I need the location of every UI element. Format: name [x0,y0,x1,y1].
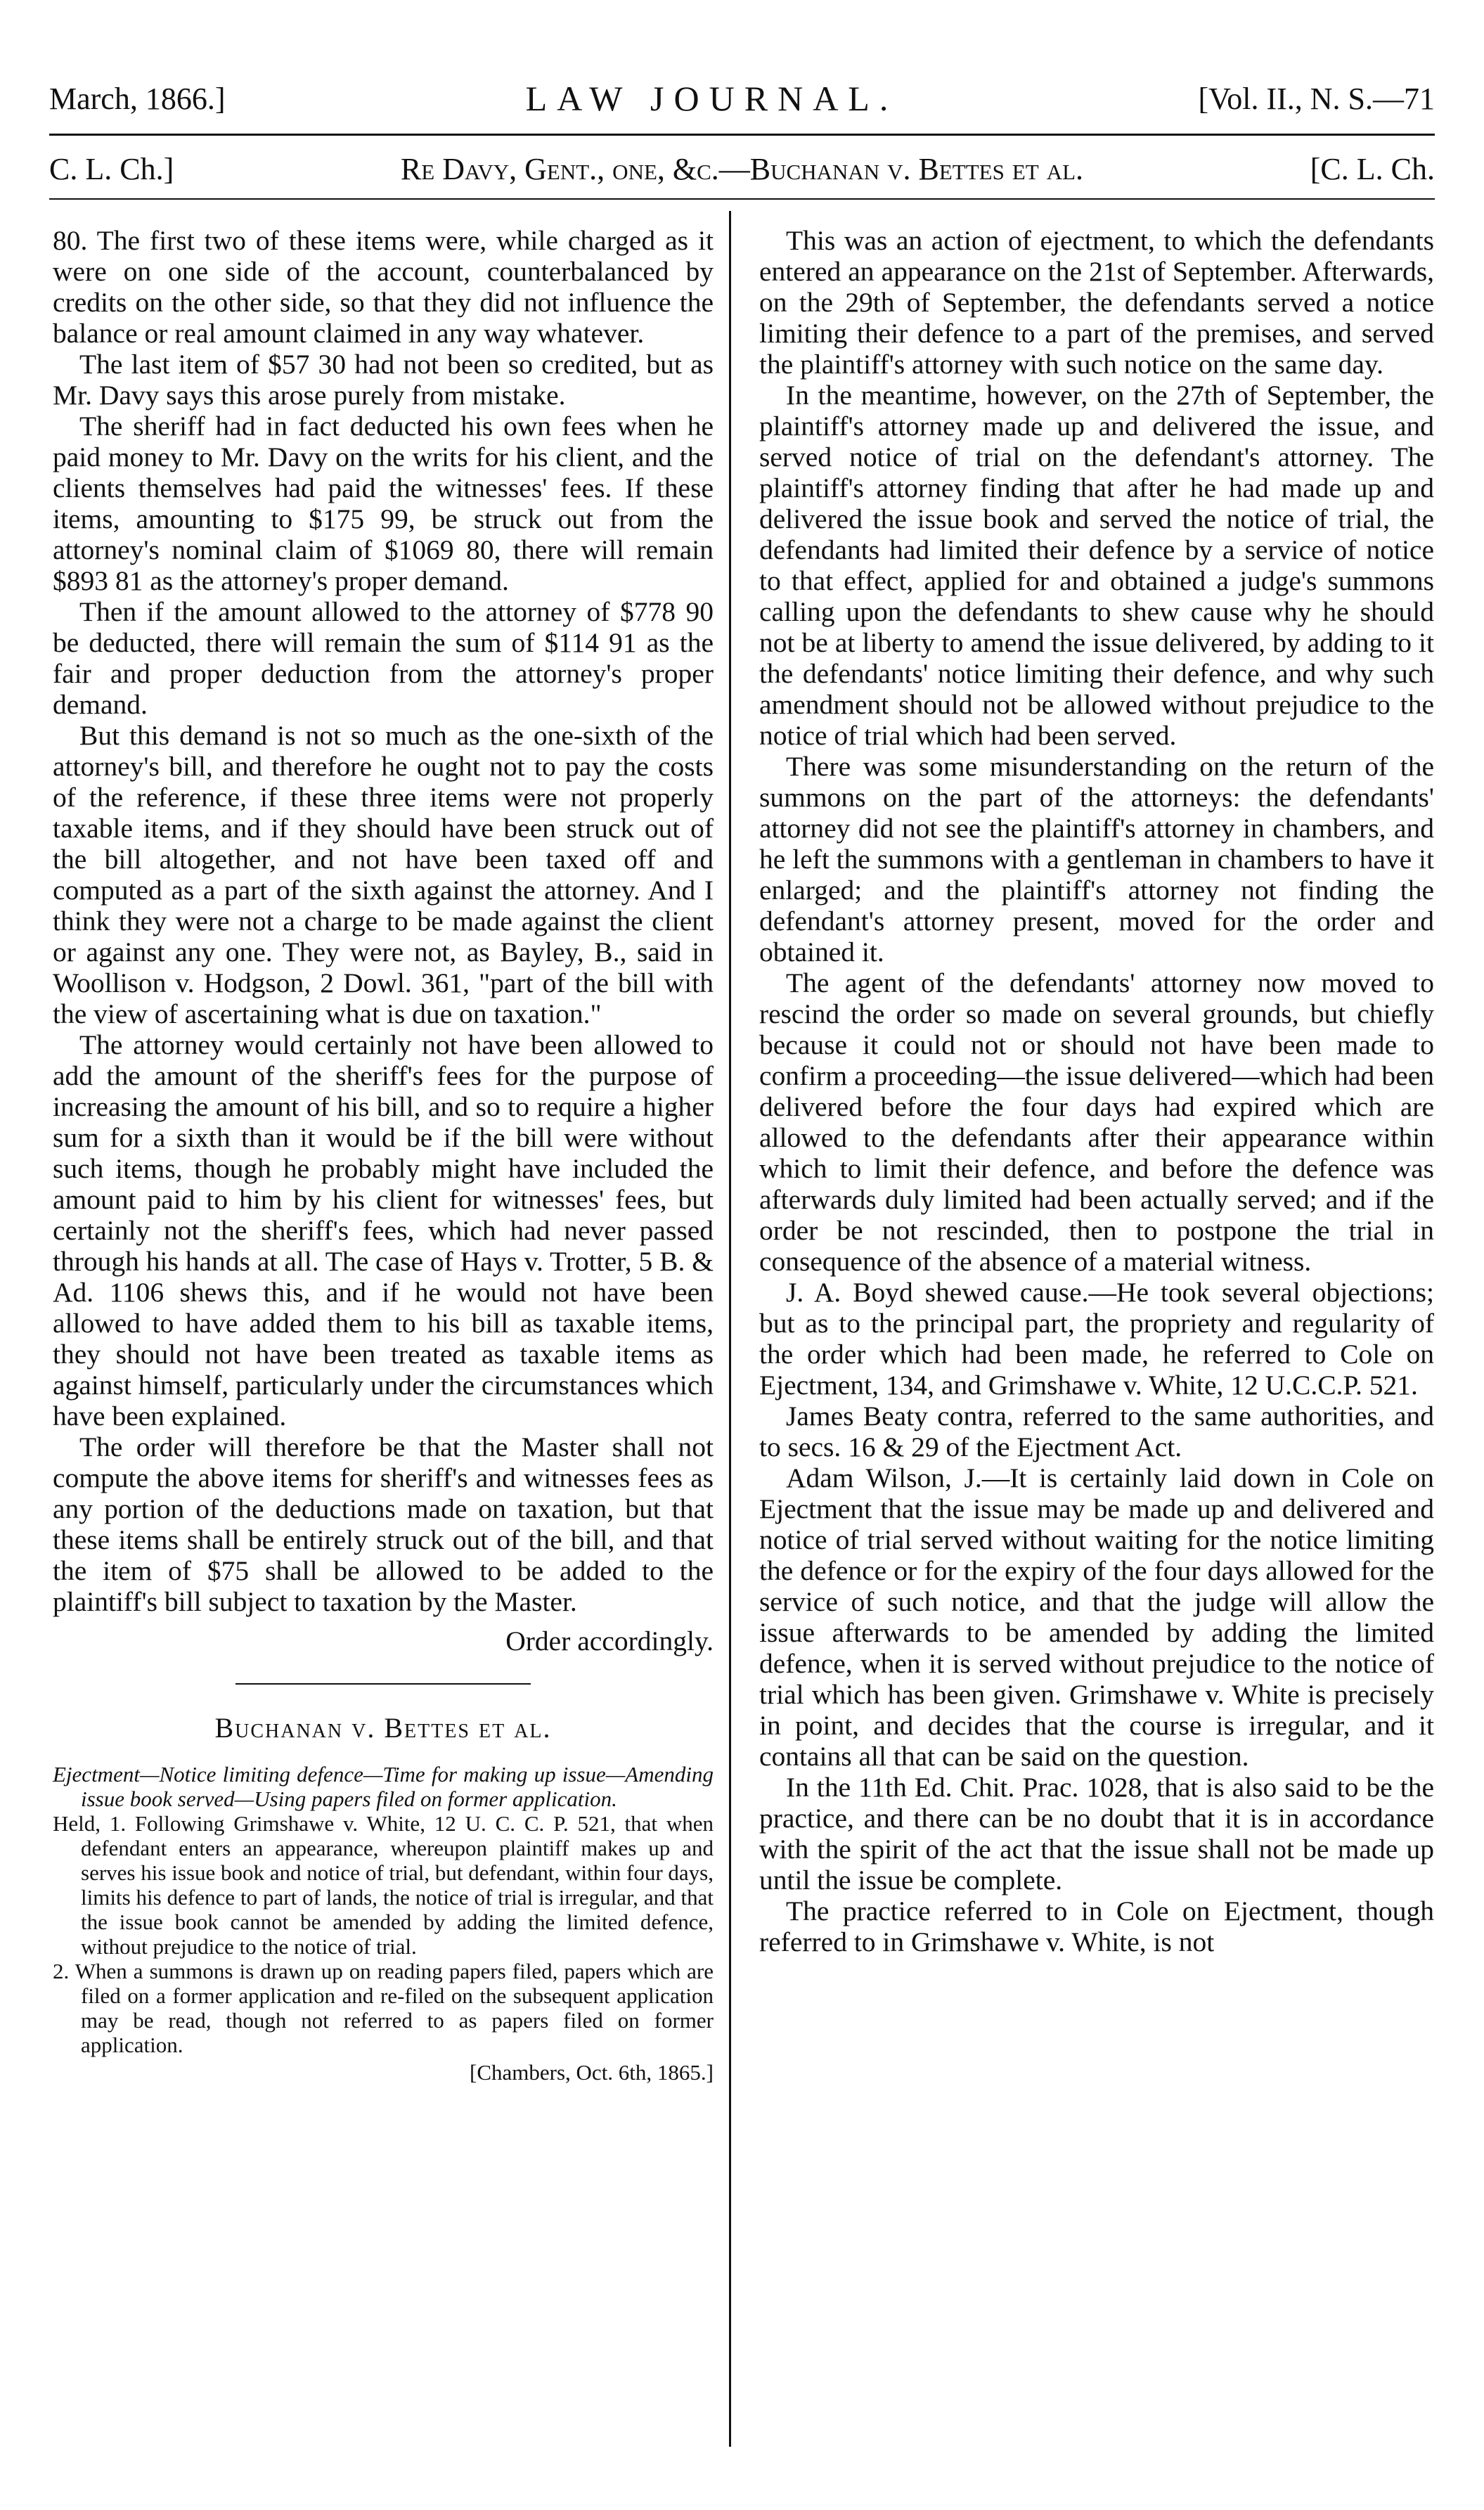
subheader-rule [49,198,1435,200]
header-volume: [Vol. II., N. S.—71 [1198,81,1435,116]
paragraph: The practice referred to in Cole on Ejectment, though referred to in Grimshawe v. White, is not [759,1896,1434,1957]
header-journal-title: LAW JOURNAL. [525,79,898,118]
paragraph: But this demand is not so much as the one-sixth of the attorney's bill, and therefore he ought not to pay the costs of the reference, if these three items were not properly taxable items, and if they should have been struck out of the bill altogether, and not have been taxed off and computed as a part of the sixth against the attorney. And I think they were not a charge to be made against the client or against any one. They were not, as Bayley, B., said in Woollison v. Hodgson, 2 Dowl. 361, "part of the bill with the view of ascertaining what is due on taxation." [53,720,714,1029]
paragraph: The order will therefore be that the Master shall not compute the above items for sheriff's and witnesses fees as any portion of the deductions made on taxation, but that these items shall be entirely struck out of the bill, and that the item of $75 shall be allowed to be added to the plaintiff's bill subject to taxation by the Master. [53,1431,714,1617]
paragraph: The attorney would certainly not have been allowed to add the amount of the sheriff's fees for the purpose of increasing the amount of his bill, and so to require a higher sum for a sixth than it would be if the bill were without such items, though he probably might have included the amount paid to him by his client for witnesses' fees, but certainly not the sheriff's fees, which had never passed through his hands at all. The case of Hays v. Trotter, 5 B. & Ad. 1106 shews this, and if he would not have been allowed to have added them to his bill as taxable items, they should not have been treated as taxable items as against himself, particularly under the circumstances which have been explained. [53,1029,714,1431]
running-header [49,70,1435,127]
subheader-court-right: [C. L. Ch. [1310,151,1435,186]
paragraph: In the 11th Ed. Chit. Prac. 1028, that is also said to be the practice, and there can be no doubt that it is in accordance with the spirit of the act that the issue shall not be made up until the issue be complete. [759,1772,1434,1896]
held-point-2: 2. When a summons is drawn up on reading papers filed, papers which are filed on a former application and re-filed on the subsequent application may be read, though not referred to as papers filed on former application. [53,1959,714,2057]
paragraph: This was an action of ejectment, to which the defendants entered an appearance on the 21st of September. Afterwards, on the 29th of September, the defendants served a notice limiting their defence to a part of the premises, and served the plaintiff's attorney with such notice on the same day. [759,225,1434,380]
paragraph: James Beaty contra, referred to the same authorities, and to secs. 16 & 29 of the Ejectment Act. [759,1401,1434,1462]
chambers-date: [Chambers, Oct. 6th, 1865.] [470,2060,714,2085]
held-point-1: Held, 1. Following Grimshawe v. White, 12 U. C. C. P. 521, that when defendant enters an appearance, whereupon plaintiff makes up and serves his issue book and notice of trial, but defendant, within four days, limits his defence to part of lands, the notice of trial is irregular, and that the issue book cannot be amended by adding the limited defence, without prejudice to the notice of trial. [53,1811,714,1959]
paragraph: Then if the amount allowed to the attorney of $778 90 be deducted, there will remain the sum of $114 91 as the fair and proper deduction from the attorney's proper demand. [53,596,714,720]
paragraph: There was some misunderstanding on the return of the summons on the part of the attorneys: the defendants' attorney did not see the plaintiff's attorney in chambers, and he left the summons with a gentleman in chambers to have it enlarged; and the plaintiff's attorney not finding the defendant's attorney present, moved for the order and obtained it. [759,751,1434,967]
paragraph: Adam Wilson, J.—It is certainly laid down in Cole on Ejectment that the issue may be made up and delivered and notice of trial served without waiting for the notice limiting the defence or for the expiry of the four days allowed for the service of such notice, and that the judge will allow the issue afterwards to be amended by adding the limited defence, when it is served without prejudice to the notice of trial which has been given. Grimshawe v. White is precisely in point, and decides that the course is irregular, and it contains all that can be said on the question. [759,1462,1434,1772]
column-divider [729,211,731,2447]
header-date: March, 1866.] [49,81,226,116]
syllabus: Ejectment—Notice limiting defence—Time for making up issue—Amending issue book served—Using papers filed on former application. [53,1762,714,1811]
right-column [759,225,1434,1957]
subheader-court-left: C. L. Ch.] [49,151,174,186]
paragraph: The sheriff had in fact deducted his own fees when he paid money to Mr. Davy on the writs for his client, and the clients themselves had paid the witnesses' fees. If these items, amounting to $175 99, be struck out from the attorney's nominal claim of $1069 80, there will remain $893 81 as the attorney's proper demand. [53,411,714,596]
case-header [49,144,1435,193]
paragraph: 80. The first two of these items were, while charged as it were on one side of the account, counterbalanced by credits on the other side, so that they did not influence the balance or real amount claimed in any way whatever. [53,225,714,349]
left-column [53,225,714,2085]
paragraph: The last item of $57 30 had not been so credited, but as Mr. Davy says this arose purely from mistake. [53,349,714,411]
header-rule [49,134,1435,136]
paragraph: The agent of the defendants' attorney now moved to rescind the order so made on several grounds, but chiefly because it could not or should not have been made to confirm a proceeding—the issue delivered—which had been delivered before the four days had expired which are allowed to the defendants after their appearance within which to limit their defence, and before the defence was afterwards duly limited had been actually served; and if the order be not rescinded, then to postpone the trial in consequence of the absence of a material witness. [759,967,1434,1277]
subheader-case-names: Re Davy, Gent., one, &c.—Buchanan v. Bettes et al. [400,151,1084,186]
case-title: Buchanan v. Bettes et al. [214,1712,552,1744]
paragraph: In the meantime, however, on the 27th of September, the plaintiff's attorney made up and delivered the issue, and served notice of trial on the defendant's attorney. The plaintiff's attorney finding that after he had made up and delivered the issue book and served the notice of trial, the defendants had limited their defence by a service of notice to that effect, applied for and obtained a judge's summons calling upon the defendants to shew cause why he should not be at liberty to amend the issue delivered, by adding to it the defendants' notice limiting their defence, and why such amendment should not be allowed without prejudice to the notice of trial which had been served. [759,380,1434,751]
paragraph: J. A. Boyd shewed cause.—He took several objections; but as to the principal part, the propriety and regularity of the order which had been made, he referred to Cole on Ejectment, 134, and Grimshawe v. White, 12 U.C.C.P. 521. [759,1277,1434,1401]
section-rule [235,1683,531,1685]
order-line: Order accordingly. [505,1626,714,1656]
